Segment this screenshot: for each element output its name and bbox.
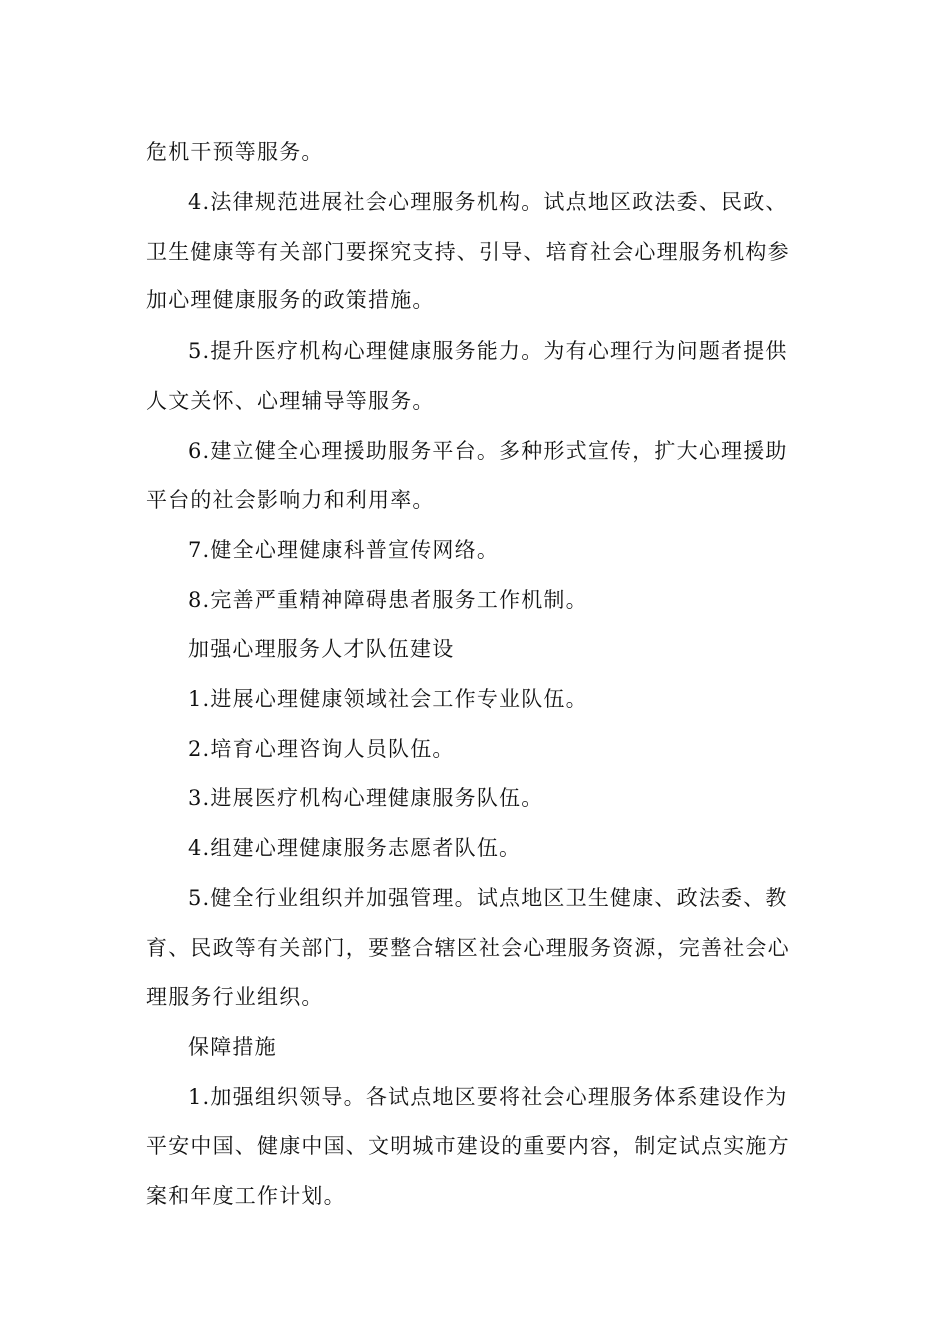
text-line: 2.培育心理咨询人员队伍。 — [188, 737, 455, 761]
text-line: 卫生健康等有关部门要探究支持、引导、培育社会心理服务机构参 — [146, 240, 790, 264]
text-line: 人文关怀、心理辅导等服务。 — [146, 389, 435, 413]
text-line: 案和年度工作计划。 — [146, 1184, 346, 1208]
text-line: 平安中国、健康中国、文明城市建设的重要内容，制定试点实施方 — [146, 1134, 790, 1158]
text-line: 理服务行业组织。 — [146, 985, 324, 1009]
text-line: 1.进展心理健康领域社会工作专业队伍。 — [188, 687, 588, 711]
text-line: 4.法律规范进展社会心理服务机构。试点地区政法委、民政、 — [188, 190, 788, 214]
text-line: 8.完善严重精神障碍患者服务工作机制。 — [188, 588, 588, 612]
text-line: 1.加强组织领导。各试点地区要将社会心理服务体系建设作为 — [188, 1085, 788, 1109]
text-line: 加心理健康服务的政策措施。 — [146, 288, 435, 312]
text-line: 4.组建心理健康服务志愿者队伍。 — [188, 836, 522, 860]
text-line: 3.进展医疗机构心理健康服务队伍。 — [188, 786, 544, 810]
section-heading: 加强心理服务人才队伍建设 — [188, 637, 455, 661]
text-line: 7.健全心理健康科普宣传网络。 — [188, 538, 500, 562]
text-line: 6.建立健全心理援助服务平台。多种形式宣传，扩大心理援助 — [188, 439, 788, 463]
text-line: 平台的社会影响力和利用率。 — [146, 488, 435, 512]
section-heading: 保障措施 — [188, 1035, 277, 1059]
text-line: 5.提升医疗机构心理健康服务能力。为有心理行为问题者提供 — [188, 339, 788, 363]
text-line: 危机干预等服务。 — [146, 140, 324, 164]
text-line: 5.健全行业组织并加强管理。试点地区卫生健康、政法委、教 — [188, 886, 788, 910]
text-line: 育、民政等有关部门，要整合辖区社会心理服务资源，完善社会心 — [146, 936, 790, 960]
